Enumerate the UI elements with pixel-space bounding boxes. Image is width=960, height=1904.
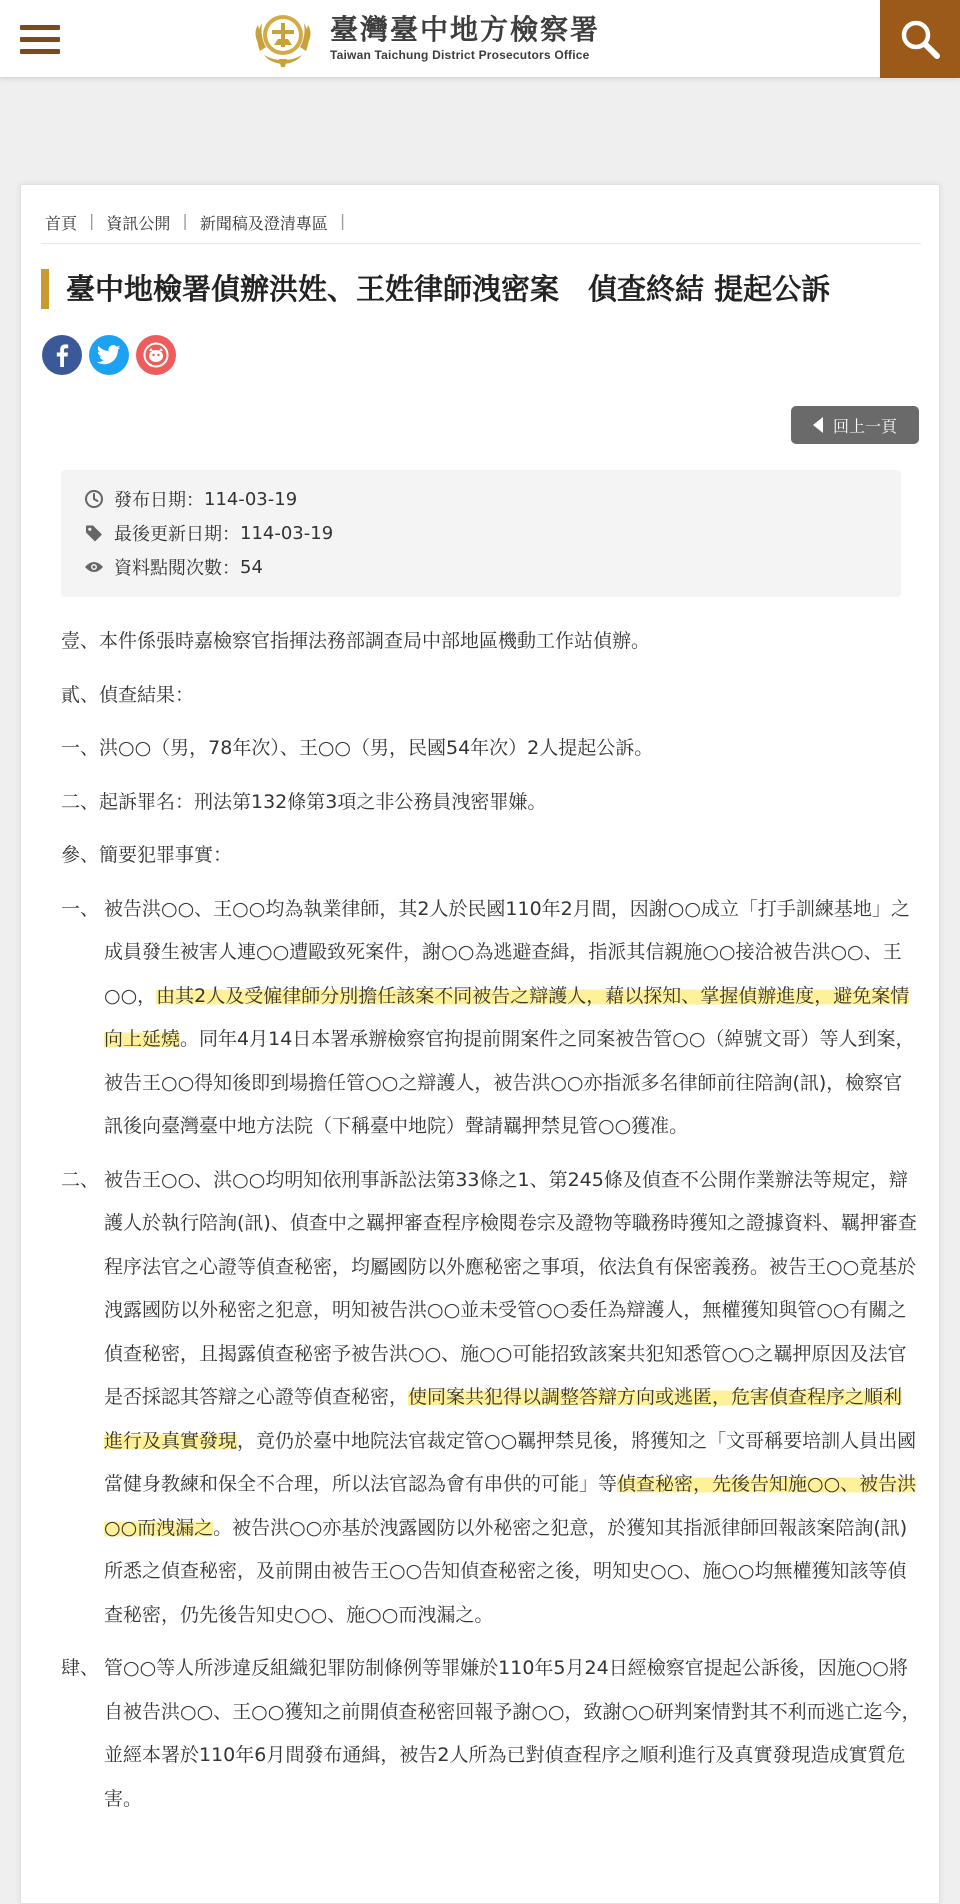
fact-1-highlight: 由其2人及受僱律師分別擔任該案不同被告之辯護人，藉以探知、掌握偵辦進度，避免案情向上延燒 xyxy=(104,984,910,1050)
eye-icon xyxy=(83,556,105,578)
back-arrow-icon xyxy=(813,417,823,433)
search-icon xyxy=(899,18,941,60)
paragraph-investigation-unit: 壹、本件係張時嘉檢察官指揮法務部調查局中部地區機動工作站偵辦。 xyxy=(61,630,651,652)
list-marker: 肆、 xyxy=(61,1657,100,1679)
prosecutors-emblem-icon xyxy=(250,7,316,69)
facebook-icon xyxy=(52,343,72,367)
article-card xyxy=(20,184,940,1904)
fact-2-highlight-1: 使同案共犯得以調整答辯方向或逃匿，危害偵查程序之順利進行及真實發現 xyxy=(104,1386,903,1452)
back-button[interactable] xyxy=(791,406,919,444)
paragraph-prosecution: 一、洪○○（男，78年次）、王○○（男，民國54年次）2人提起公訴。 xyxy=(61,737,654,759)
paragraph-fact-1 xyxy=(61,888,921,1149)
paragraph-facts-heading: 參、簡要犯罪事實： xyxy=(61,844,233,866)
publish-date-value: 114-03-19 xyxy=(204,488,298,510)
plurk-icon xyxy=(143,342,169,368)
back-button-label: 回上一頁 xyxy=(832,416,897,436)
site-name-en: Taiwan Taichung District Prosecutors Office xyxy=(330,48,590,62)
view-count-label: 資料點閱次數： xyxy=(114,558,240,579)
site-logo[interactable] xyxy=(250,6,600,70)
paragraph-harm xyxy=(61,1647,921,1821)
facebook-share-button[interactable] xyxy=(42,335,82,375)
tag-icon xyxy=(83,522,105,544)
fact-2-text-a: 被告王○○、洪○○均明知依刑事訴訟法第33條之1、第245條及偵查不公開作業辦法等規定，辯護人於執行陪詢(訊)、偵查中之羈押審查程序檢閱卷宗及證物等職務時獲知之證據資料、羈押審查程序法官之心證等偵查秘密，均屬國防以外應秘密之事項，依法負有保密義務。被告王○○竟基於洩露國防以外秘密之犯意，明知被告洪○○並未受管○○委任為辯護人，無權獲知與管○○有關之偵查秘密，且揭露偵查秘密予被告洪○○、施○○可能招致該案共犯知悉管○○之羈押原因及法官是否採認其答辯之心證等偵查秘密， xyxy=(104,1168,917,1408)
breadcrumb xyxy=(45,211,357,234)
publish-date-label: 發布日期： xyxy=(114,490,204,511)
site-header xyxy=(0,0,960,78)
fact-1-text-b: 。同年4月14日本署承辦檢察官拘提前開案件之同案被告管○○（綽號文哥）等人到案，被告王○○得知後即到場擔任管○○之辯護人，被告洪○○亦指派多名律師前往陪詢(訊)，檢察官訊後向臺灣臺中地方法院（下稱臺中地院）聲請羈押禁見管○○獲准。 xyxy=(104,1028,915,1137)
breadcrumb-separator: | xyxy=(339,211,346,230)
plurk-share-button[interactable] xyxy=(136,335,176,375)
view-count-value: 54 xyxy=(240,556,263,578)
fact-1-text-a: 被告洪○○、王○○均為執業律師，其2人於民國110年2月間，因謝○○成立「打手訓練基地」之成員發生被害人連○○遭毆致死案件，謝○○為逃避查緝，指派其信親施○○接洽被告洪○○、王○○， xyxy=(104,897,910,1007)
paragraph-charges: 二、起訴罪名：刑法第132條第3項之非公務員洩密罪嫌。 xyxy=(61,790,547,813)
fact-2-text-c: 。被告洪○○亦基於洩露國防以外秘密之犯意，於獲知其指派律師回報該案陪詢(訊)所悉之偵查秘密，及前開由被告王○○告知偵查秘密之後，明知史○○、施○○均無權獲知該等偵查秘密，仍先後告知史○○、施○○而洩漏之。 xyxy=(104,1516,908,1626)
page-title: 臺中地檢署偵辦洪姓、王姓律師洩密案 偵查終結 提起公訴 xyxy=(66,272,831,306)
title-accent-bar xyxy=(41,269,49,309)
list-marker: 一、 xyxy=(61,897,100,920)
fact-2-highlight-2: 偵查秘密，先後告知施○○、被告洪○○而洩漏之 xyxy=(104,1473,917,1539)
site-name-zh: 臺灣臺中地方檢察署 xyxy=(330,13,601,46)
publish-date-row xyxy=(61,482,901,516)
paragraph-result-heading: 貳、偵查結果： xyxy=(61,683,195,706)
breadcrumb-info-disclosure[interactable]: 資訊公開 xyxy=(106,214,171,233)
fact-2-text-b: ，竟仍於臺中地院法官裁定管○○羈押禁見後，將獲知之「文哥稱要培訓人員出國當健身教練和保全不合理，所以法官認為會有串供的可能」等 xyxy=(104,1429,917,1495)
twitter-share-button[interactable] xyxy=(89,335,129,375)
breadcrumb-home[interactable]: 首頁 xyxy=(45,214,78,233)
article-body xyxy=(61,620,921,1831)
paragraph-fact-2 xyxy=(61,1159,921,1638)
list-marker: 二、 xyxy=(61,1168,100,1191)
search-button[interactable] xyxy=(880,0,960,78)
clock-icon xyxy=(83,488,105,510)
breadcrumb-divider xyxy=(41,243,921,244)
update-date-value: 114-03-19 xyxy=(240,522,334,544)
hamburger-menu-icon[interactable] xyxy=(20,25,60,55)
breadcrumb-separator: | xyxy=(89,211,95,230)
view-count-row xyxy=(61,550,901,584)
breadcrumb-separator: | xyxy=(182,211,188,230)
harm-text: 管○○等人所涉違反組織犯罪防制條例等罪嫌於110年5月24日經檢察官提起公訴後，因施○○將自被告洪○○、王○○獲知之前開偵查秘密回報予謝○○，致謝○○研判案情對其不利而逃亡迄今，並經本署於110年6月間發布通緝，被告2人所為已對偵查程序之順利進行及真實發現造成實質危害。 xyxy=(104,1657,921,1810)
twitter-icon xyxy=(97,345,121,365)
article-meta xyxy=(61,470,901,597)
update-date-row xyxy=(61,516,901,550)
breadcrumb-press-releases[interactable]: 新聞稿及澄清專區 xyxy=(199,214,328,233)
update-date-label: 最後更新日期： xyxy=(114,524,240,545)
